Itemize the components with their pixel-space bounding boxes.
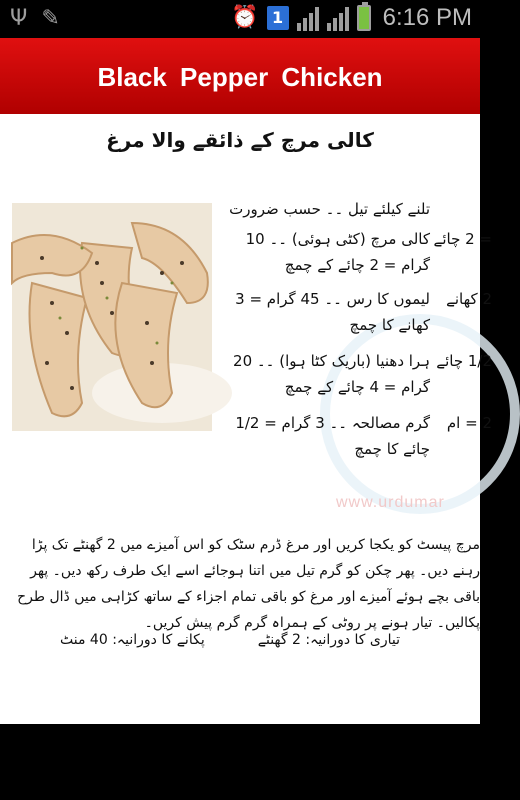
debug-icon: ✎: [41, 6, 60, 31]
alarm-icon: ⏰: [231, 5, 259, 30]
ingredient-item: گرم مصالحہ ۔۔ 3 گرام = 1/2 چائے کا چمچ: [235, 414, 430, 458]
ingredient-cut-text: = 2 چائے: [433, 230, 492, 248]
recipe-urdu-title: کالی مرچ کے ذائقے والا مرغ: [106, 128, 374, 152]
status-time: 6:16 PM: [382, 4, 472, 31]
prep-time: تیاری کا دورانیہ: 2 گھنٹے: [257, 632, 400, 648]
recipe-instructions: مرچ پیسٹ کو یکجا کریں اور مرغ ڈرم سٹک کو اس آمیزے میں 2 گھنٹے تک پڑا رہنے دیں۔ پھر چکن کو گرم تیل میں اتنا ہوجائے اسے ایک طرف رکھ دیں۔ پھر باقی بچے ہوئے آمیزے اور مرغ کو باقی تمام اجزاء کے ساتھ کڑاہی میں ڈال طرح پکالیں۔ تیار ہونے پر روٹی کے ہمراہ گرم گرم پیش کریں۔: [17, 537, 480, 631]
ingredient-item: کالی مرچ (کٹی ہوئی) ۔۔ 10 گرام = 2 چائے کے چمچ: [245, 230, 430, 274]
bottom-bar: [0, 724, 480, 800]
app-header: [0, 38, 480, 114]
wifi-signal-icon: [297, 5, 319, 31]
usb-icon: Ψ: [10, 6, 28, 31]
ingredient-cut-text: 1/2 چائے: [436, 352, 492, 370]
watermark-url: www.urdumar: [336, 494, 445, 511]
ingredient-cut-text: 2 = ام: [446, 414, 492, 432]
ingredient-item: تلنے کیلئے تیل ۔۔ حسب ضرورت: [229, 200, 430, 218]
battery-icon: [357, 5, 371, 31]
signal-icon: [327, 5, 349, 31]
recipe-content[interactable]: [0, 114, 492, 724]
recipe-photo: [12, 203, 212, 431]
notification-badge: 1: [267, 6, 289, 30]
ingredient-item: ہرا دھنیا (باریک کٹا ہوا) ۔۔ 20 گرام = 4 چائے کے چمچ: [233, 352, 430, 396]
ingredient-cut-text: 2 کھانے: [446, 290, 492, 308]
status-bar: [0, 0, 480, 38]
ingredient-item: لیموں کا رس ۔۔ 45 گرام = 3 کھانے کا چمچ: [235, 290, 430, 334]
cook-time: پکانے کا دورانیہ: 40 منٹ: [60, 632, 205, 648]
page-title: Black Pepper Chicken: [97, 62, 383, 92]
